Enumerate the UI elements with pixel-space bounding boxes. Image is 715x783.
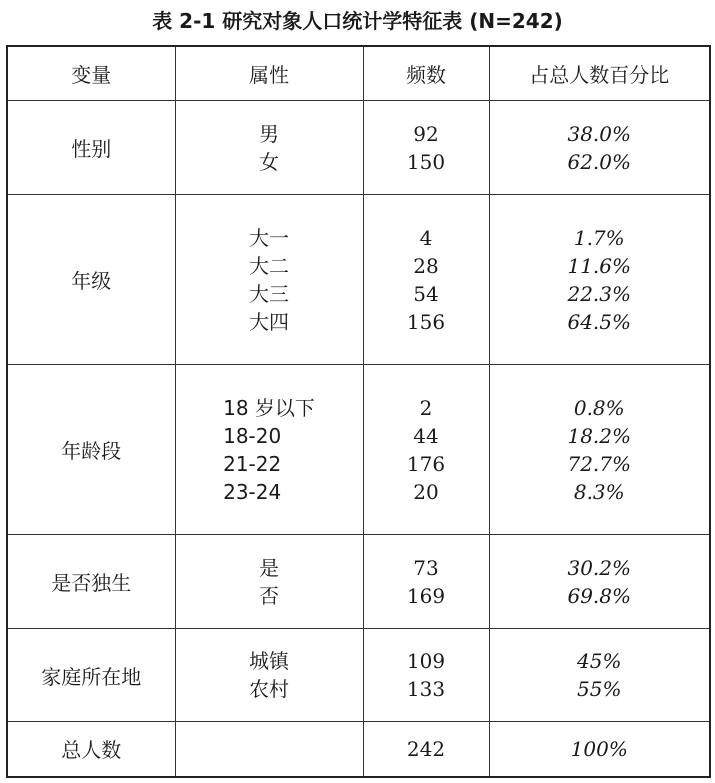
percent-value: 22.3% [567,281,632,306]
attribute-cell [175,101,363,195]
attribute-value: 男 [259,121,279,146]
table-row [7,365,710,535]
frequency-value: 73 [413,555,439,580]
percent-value: 18.2% [567,423,632,448]
variable-cell: 性别 [7,101,175,195]
attribute-value: 否 [259,583,279,608]
attribute-cell [175,365,363,535]
percent-value: 11.6% [567,253,632,278]
attribute-value: 女 [259,149,279,174]
percent-value: 38.0% [567,121,632,146]
frequency-value: 242 [406,736,446,761]
attribute-value: 23-24 [223,479,282,504]
attribute-value: 大一 [249,225,289,250]
frequency-cell [363,629,489,722]
variable-cell: 是否独生 [7,535,175,629]
attribute-value: 21-22 [223,451,282,476]
percent-value: 0.8% [573,395,625,420]
demographics-table [6,45,711,778]
table-row [7,101,710,195]
percent-cell [489,722,710,777]
frequency-value: 2 [419,395,433,420]
percent-value: 72.7% [567,451,632,476]
frequency-cell [363,722,489,777]
percent-cell [489,365,710,535]
table-caption: 表 2-1 研究对象人口统计学特征表 (N=242) [152,9,563,33]
percent-value: 8.3% [573,479,625,504]
variable-cell: 家庭所在地 [7,629,175,722]
attribute-value: 大二 [249,253,289,278]
percent-value: 45% [577,649,622,673]
percent-cell [489,195,710,365]
percent-cell [489,535,710,629]
attribute-value: 城镇 [249,649,289,673]
frequency-cell [363,101,489,195]
attribute-cell [175,535,363,629]
header-attribute: 属性 [175,46,363,101]
percent-value: 1.7% [573,225,625,250]
attribute-value: 18-20 [223,423,282,448]
attribute-value: 大三 [249,281,289,306]
header-row [7,46,710,101]
attribute-value: 18 岁以下 [223,395,315,420]
frequency-value: 109 [406,649,446,673]
frequency-cell [363,195,489,365]
percent-value: 30.2% [567,555,632,580]
percent-value: 64.5% [567,309,632,334]
percent-cell [489,101,710,195]
frequency-value: 28 [413,253,439,278]
variable-cell: 总人数 [7,722,175,777]
frequency-value: 4 [419,225,433,250]
percent-value: 55% [577,677,622,701]
frequency-value: 150 [406,149,446,174]
variable-cell: 年级 [7,195,175,365]
attribute-cell [175,722,363,777]
frequency-value: 169 [406,583,446,608]
header-variable: 变量 [7,46,175,101]
header-frequency: 频数 [363,46,489,101]
attribute-cell [175,195,363,365]
frequency-value: 156 [406,309,446,334]
frequency-value: 176 [406,451,446,476]
table-row [7,195,710,365]
percent-cell [489,629,710,722]
frequency-cell [363,365,489,535]
table-row [7,722,710,777]
percent-value: 62.0% [567,149,632,174]
table-row [7,535,710,629]
attribute-value: 农村 [249,677,289,701]
table-row [7,629,710,722]
attribute-value: 是 [259,555,279,580]
frequency-value: 44 [413,423,439,448]
attribute-value: 大四 [249,309,289,334]
frequency-value: 133 [406,677,446,701]
frequency-value: 92 [413,121,439,146]
frequency-value: 54 [413,281,439,306]
attribute-cell [175,629,363,722]
percent-value: 100% [570,736,628,761]
percent-value: 69.8% [567,583,632,608]
variable-cell: 年龄段 [7,365,175,535]
frequency-value: 20 [413,479,439,504]
frequency-cell [363,535,489,629]
header-percent: 占总人数百分比 [489,46,710,101]
